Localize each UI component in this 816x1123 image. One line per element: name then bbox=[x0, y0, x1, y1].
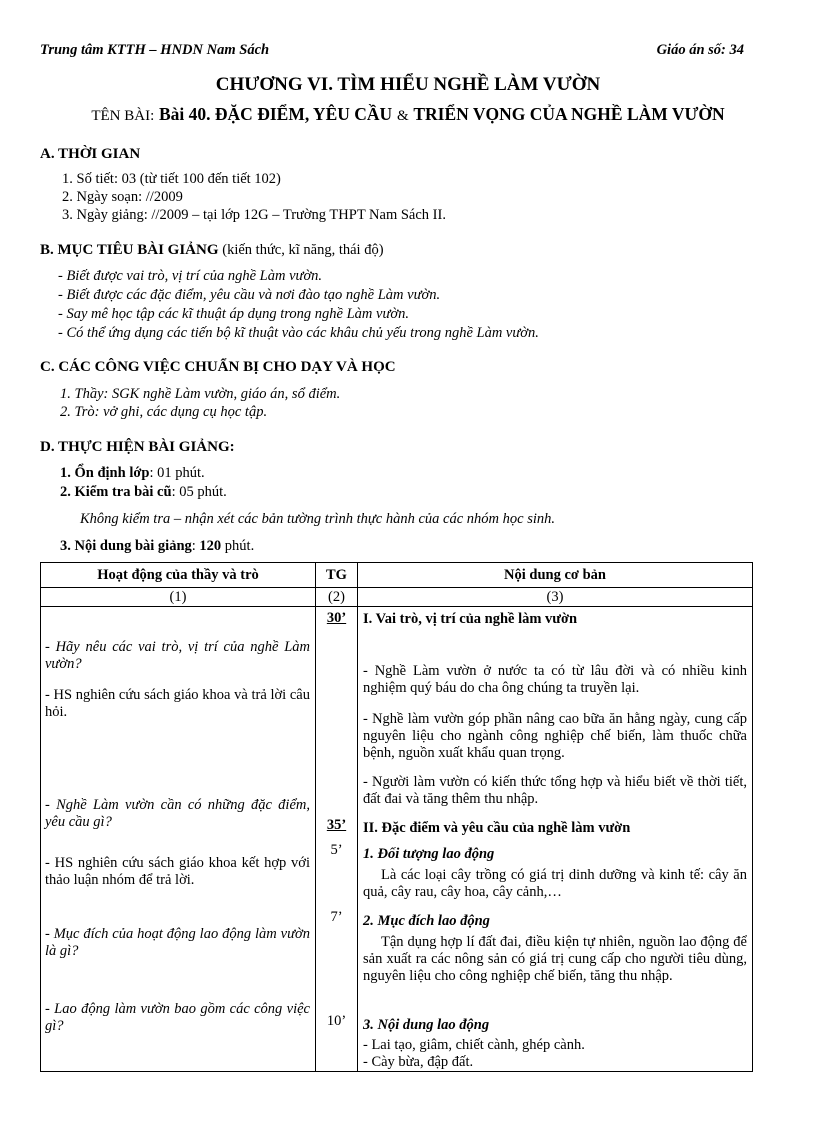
student-activity: - HS nghiên cứu sách giáo khoa và trả lời câu hỏi. bbox=[45, 687, 310, 720]
time-value: 35’ bbox=[326, 817, 347, 833]
student-activity: - HS nghiên cứu sách giáo khoa kết hợp với thảo luận nhóm để trả lời. bbox=[45, 855, 310, 888]
content-heading: I. Vai trò, vị trí của nghề làm vườn bbox=[363, 611, 578, 627]
col-number: (2) bbox=[316, 588, 358, 607]
content-paragraph: - Nghề làm vườn góp phần nâng cao bữa ăn hằng ngày, cung cấp nguyên liệu cho ngành công nghiệp chế biến, làm thuốc chữa bệnh, nguồn xuất khẩu quan trọng. bbox=[363, 711, 747, 761]
content-subheading: 3. Nội dung lao động bbox=[363, 1017, 490, 1033]
section-d-item-3: 3. Nội dung bài giảng: 120 phút. bbox=[60, 538, 255, 554]
content-heading: II. Đặc điểm và yêu cầu của nghề làm vườn bbox=[363, 820, 631, 836]
time-value: 7’ bbox=[330, 909, 343, 925]
content-paragraph: - Cày bừa, đập đất. bbox=[363, 1054, 474, 1070]
content-cell bbox=[358, 607, 753, 1072]
col-header-time: TG bbox=[316, 563, 358, 588]
section-d-item-1: 1. Ổn định lớp: 01 phút. bbox=[60, 465, 205, 481]
col-header-activity: Hoạt động của thầy và trò bbox=[41, 563, 316, 588]
content-paragraph: Tận dụng hợp lí đất đai, điều kiện tự nhiên, nguồn lao động để sản xuất ra các nông sản có giá trị cung cấp cho người tiêu dùng, nguyên liệu cho công nghiệp chế biến, tăng thu nhập. bbox=[363, 934, 747, 984]
time-cell bbox=[316, 607, 358, 1072]
time-value: 30’ bbox=[326, 610, 347, 626]
section-a-item: 2. Ngày soạn: //2009 bbox=[62, 189, 183, 205]
content-paragraph: - Lai tạo, giâm, chiết cành, ghép cành. bbox=[363, 1037, 585, 1053]
section-c-item: 2. Trò: vở ghi, các dụng cụ học tập. bbox=[60, 404, 268, 420]
section-c-heading: C. CÁC CÔNG VIỆC CHUẨN BỊ CHO DẠY VÀ HỌC bbox=[40, 359, 396, 375]
col-header-content: Nội dung cơ bản bbox=[358, 563, 753, 588]
teacher-question: - Mục đích của hoạt động lao động làm vườn là gì? bbox=[45, 926, 310, 959]
section-b-heading: B. MỤC TIÊU BÀI GIẢNG (kiến thức, kĩ năng, thái độ) bbox=[40, 242, 384, 258]
teacher-question: - Hãy nêu các vai trò, vị trí của nghề Làm vườn? bbox=[45, 639, 310, 672]
lesson-title: TÊN BÀI: Bài 40. ĐẶC ĐIỂM, YÊU CẦU & TRIỂN VỌNG CỦA NGHỀ LÀM VƯỜN bbox=[91, 104, 725, 124]
section-b-item: - Biết được vai trò, vị trí của nghề Làm vườn. bbox=[58, 268, 323, 284]
content-paragraph: Là các loại cây trồng có giá trị dinh dưỡng và kinh tế: cây ăn quả, cây rau, cây hoa, cây cảnh,… bbox=[363, 867, 747, 900]
time-value: 10’ bbox=[326, 1013, 347, 1029]
section-b-item: - Biết được các đặc điểm, yêu cầu và nơi đào tạo nghề Làm vườn. bbox=[58, 287, 441, 303]
section-b-item: - Có thể ứng dụng các tiến bộ kĩ thuật vào các khâu chủ yếu trong nghề Làm vườn. bbox=[58, 325, 539, 341]
col-number: (3) bbox=[358, 588, 753, 607]
section-a-heading: A. THỜI GIAN bbox=[40, 146, 141, 162]
content-paragraph: - Người làm vườn có kiến thức tổng hợp và hiểu biết về thời tiết, đất đai và tăng thêm thu nhập. bbox=[363, 774, 747, 807]
section-d-heading: D. THỰC HIỆN BÀI GIẢNG: bbox=[40, 439, 235, 455]
section-a-item: 3. Ngày giảng: //2009 – tại lớp 12G – Trường THPT Nam Sách II. bbox=[62, 207, 446, 223]
chapter-title: CHƯƠNG VI. TÌM HIỂU NGHỀ LÀM VƯỜN bbox=[215, 74, 601, 95]
section-a-item: 1. Số tiết: 03 (từ tiết 100 đến tiết 102) bbox=[62, 171, 281, 187]
teacher-question: - Lao động làm vườn bao gồm các công việc gì? bbox=[45, 1001, 310, 1034]
content-subheading: 2. Mục đích lao động bbox=[363, 913, 490, 929]
activity-cell bbox=[41, 607, 316, 1072]
header-plan-number: Giáo án số: 34 bbox=[656, 42, 744, 58]
section-d-check-note: Không kiểm tra – nhận xét các bản tường trình thực hành của các nhóm học sinh. bbox=[80, 511, 555, 527]
content-paragraph: - Nghề Làm vườn ở nước ta có từ lâu đời và có nhiều kinh nghiệm quý báu do cha ông chúng ta truyền lại. bbox=[363, 663, 747, 696]
section-d-item-2: 2. Kiểm tra bài cũ: 05 phút. bbox=[60, 484, 227, 500]
teacher-question: - Nghề Làm vườn cần có những đặc điểm, yêu cầu gì? bbox=[45, 797, 310, 830]
header-center-name: Trung tâm KTTH – HNDN Nam Sách bbox=[40, 42, 270, 58]
lesson-table bbox=[40, 562, 753, 1072]
content-subheading: 1. Đối tượng lao động bbox=[363, 846, 495, 862]
time-value: 5’ bbox=[330, 842, 343, 858]
col-number: (1) bbox=[41, 588, 316, 607]
section-c-item: 1. Thầy: SGK nghề Làm vườn, giáo án, sổ điểm. bbox=[60, 386, 341, 402]
section-b-item: - Say mê học tập các kĩ thuật áp dụng trong nghề Làm vườn. bbox=[58, 306, 409, 322]
